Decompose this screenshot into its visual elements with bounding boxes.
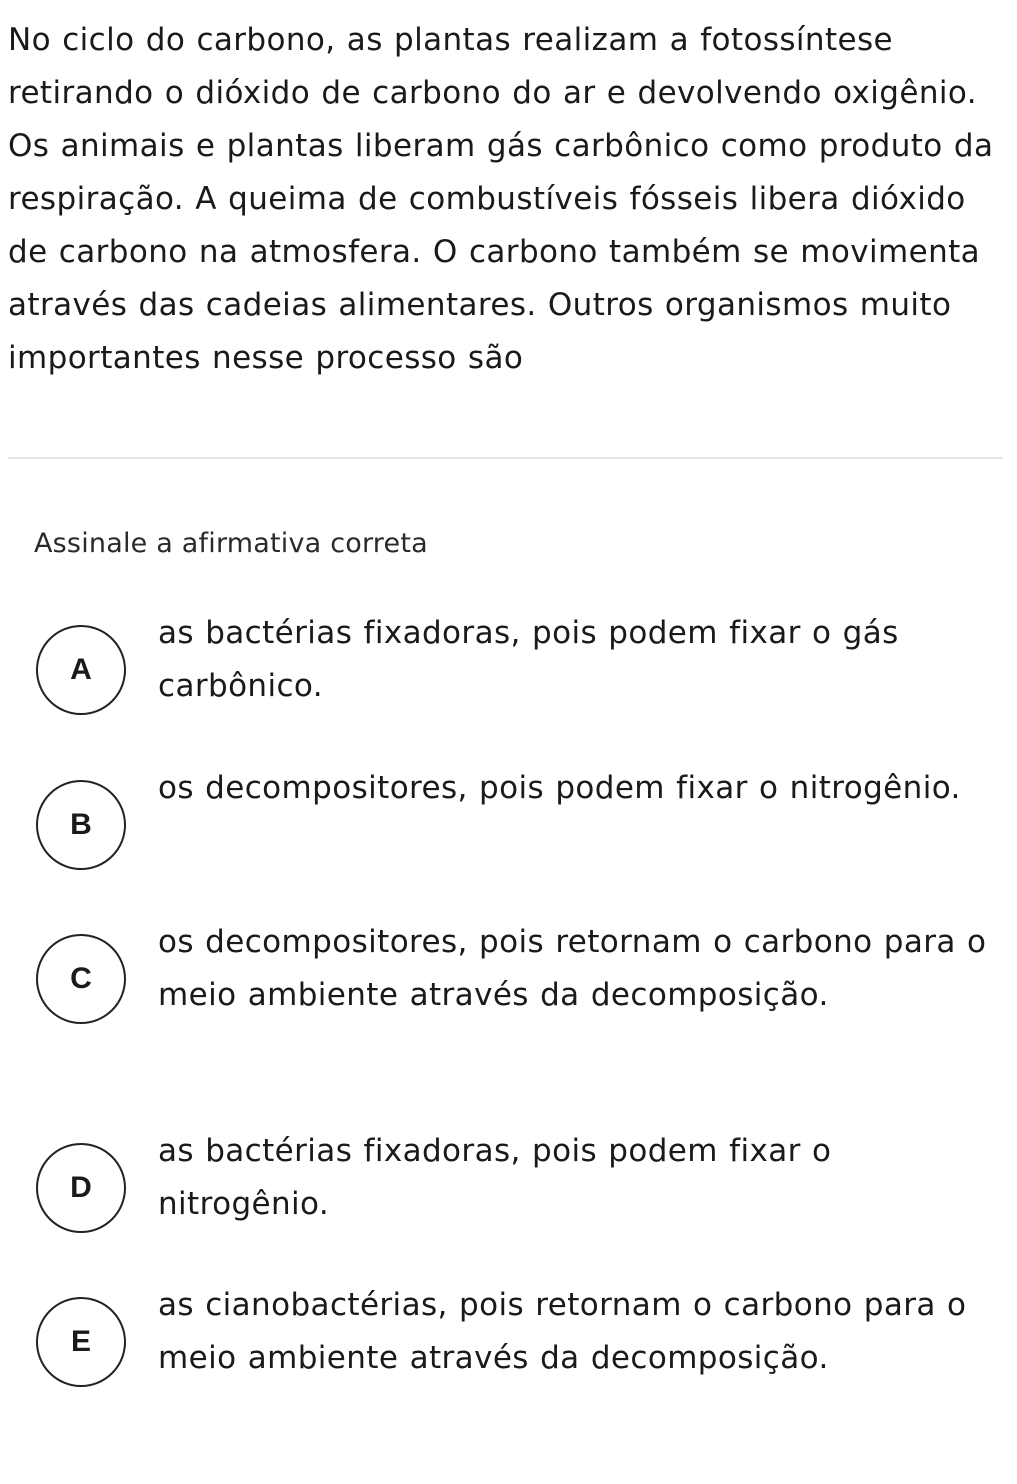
divider <box>8 457 1003 459</box>
instruction-text: Assinale a afirmativa correta <box>34 528 428 559</box>
option-letter-b[interactable]: B <box>36 780 126 870</box>
option-text-b: os decompositores, pois podem fixar o nitrogênio. <box>158 770 961 806</box>
option-letter-e[interactable]: E <box>36 1297 126 1387</box>
option-text-e: as cianobactérias, pois retornam o carbono para o meio ambiente através da decomposição. <box>158 1287 967 1376</box>
option-letter-a[interactable]: A <box>36 625 126 715</box>
option-text-c: os decompositores, pois retornam o carbono para o meio ambiente através da decomposição. <box>158 924 987 1013</box>
option-text-a: as bactérias fixadoras, pois podem fixar o gás carbônico. <box>158 615 899 704</box>
option-letter-d[interactable]: D <box>36 1143 126 1233</box>
option-letter-c[interactable]: C <box>36 934 126 1024</box>
option-text-d: as bactérias fixadoras, pois podem fixar o nitrogênio. <box>158 1133 832 1222</box>
question-text: No ciclo do carbono, as plantas realizam a fotossíntese retirando o dióxido de carbono do ar e devolvendo oxigênio. Os animais e plantas liberam gás carbônico como produto da respiração. A queima de combustíveis fósseis libera dióxido de carbono na atmosfera. O carbono também se movimenta através das cadeias alimentares. Outros organismos muito importantes nesse processo são <box>8 22 994 376</box>
